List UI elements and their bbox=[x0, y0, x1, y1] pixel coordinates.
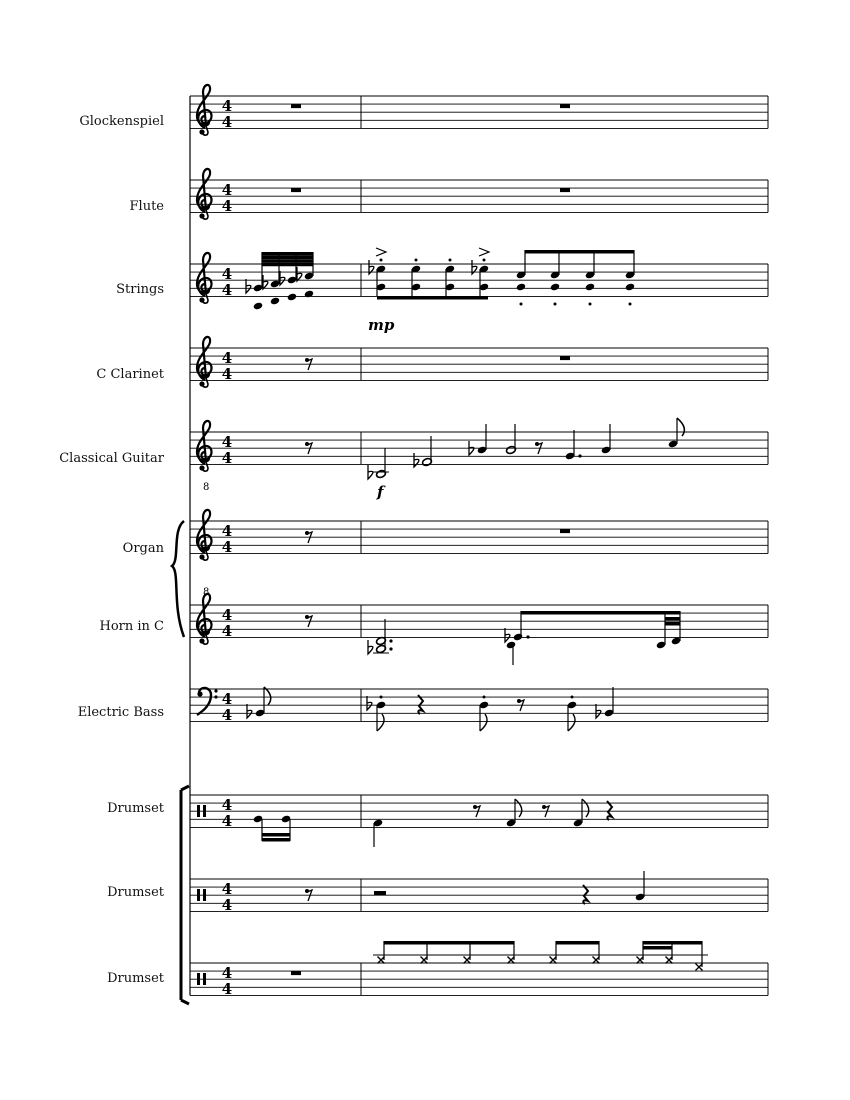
whole-rest bbox=[560, 529, 570, 533]
time-signature-numerator: 4 bbox=[221, 690, 233, 708]
staccato bbox=[571, 696, 574, 699]
whole-rest bbox=[291, 971, 301, 975]
label-drumset-3: Drumset bbox=[107, 971, 164, 986]
notehead bbox=[287, 293, 297, 302]
dot bbox=[389, 639, 392, 642]
percussion-clef-icon bbox=[197, 889, 200, 901]
notehead bbox=[550, 283, 560, 292]
flat-icon bbox=[469, 441, 474, 455]
beam bbox=[262, 833, 290, 837]
staccato bbox=[380, 696, 383, 699]
time-signature-denominator: 4 bbox=[221, 980, 233, 998]
beam bbox=[525, 250, 634, 254]
treble-clef-icon bbox=[197, 169, 212, 219]
time-signature-numerator: 4 bbox=[221, 181, 233, 199]
notehead bbox=[516, 283, 526, 292]
treble-clef-icon bbox=[197, 510, 212, 560]
time-signature-denominator: 4 bbox=[221, 197, 233, 215]
beam bbox=[384, 941, 514, 945]
brace-icon bbox=[172, 521, 184, 637]
label-electric-bass: Electric Bass bbox=[77, 705, 164, 720]
flag bbox=[582, 799, 589, 817]
staccato bbox=[554, 303, 557, 306]
notehead bbox=[253, 302, 263, 311]
flag bbox=[515, 799, 522, 817]
flat-icon bbox=[368, 640, 373, 654]
whole-rest bbox=[560, 356, 570, 360]
time-signature-denominator: 4 bbox=[221, 538, 233, 556]
time-signature-numerator: 4 bbox=[221, 349, 233, 367]
time-signature-numerator: 4 bbox=[221, 964, 233, 982]
beam bbox=[262, 838, 290, 842]
beam bbox=[521, 611, 680, 615]
flat-icon bbox=[246, 279, 251, 293]
time-signature-denominator: 4 bbox=[221, 365, 233, 383]
label-drumset-1: Drumset bbox=[107, 801, 164, 816]
flag bbox=[480, 714, 487, 731]
notehead bbox=[513, 633, 523, 642]
quarter-rest bbox=[418, 695, 423, 714]
label-c-clarinet: C Clarinet bbox=[96, 367, 164, 382]
time-signature-denominator: 4 bbox=[221, 281, 233, 299]
time-signature-numerator: 4 bbox=[221, 522, 233, 540]
dot bbox=[578, 454, 581, 457]
flat-icon bbox=[596, 704, 601, 718]
dot bbox=[389, 647, 392, 650]
accent-icon bbox=[479, 248, 489, 256]
staccato bbox=[629, 303, 632, 306]
label-flute: Flute bbox=[129, 199, 164, 214]
staccato bbox=[483, 259, 486, 262]
flat-icon bbox=[247, 704, 252, 718]
flat-icon bbox=[505, 628, 510, 642]
notehead bbox=[625, 283, 635, 292]
flat-icon bbox=[367, 696, 372, 710]
staccato bbox=[589, 303, 592, 306]
time-signature-numerator: 4 bbox=[221, 606, 233, 624]
dynamic-mp: mp bbox=[368, 316, 395, 334]
notehead bbox=[506, 641, 516, 650]
flat-icon bbox=[297, 267, 302, 281]
time-signature-denominator: 4 bbox=[221, 622, 233, 640]
whole-rest bbox=[291, 188, 301, 192]
label-classical-guitar: Classical Guitar bbox=[59, 451, 164, 466]
notehead bbox=[270, 297, 280, 306]
time-signature-denominator: 4 bbox=[221, 449, 233, 467]
octave-mark: 8 bbox=[203, 587, 210, 598]
time-signature-numerator: 4 bbox=[221, 796, 233, 814]
accent-icon bbox=[376, 248, 386, 256]
beam bbox=[377, 296, 488, 300]
time-signature-numerator: 4 bbox=[221, 97, 233, 115]
time-signature-denominator: 4 bbox=[221, 896, 233, 914]
beam bbox=[665, 622, 680, 626]
notehead bbox=[585, 283, 595, 292]
quarter-rest bbox=[583, 885, 588, 904]
half-rest bbox=[374, 891, 386, 895]
staccato bbox=[520, 303, 523, 306]
beam bbox=[665, 617, 680, 621]
staccato bbox=[483, 696, 486, 699]
label-glockenspiel: Glockenspiel bbox=[79, 114, 164, 129]
treble-clef-icon bbox=[197, 85, 212, 135]
bass-clef-icon bbox=[197, 688, 218, 715]
time-signature-denominator: 4 bbox=[221, 812, 233, 830]
label-horn-in-c: Horn in C bbox=[99, 619, 164, 634]
time-signature-numerator: 4 bbox=[221, 880, 233, 898]
octave-mark: 8 bbox=[203, 482, 210, 493]
time-signature-denominator: 4 bbox=[221, 706, 233, 724]
treble-clef-icon bbox=[197, 594, 212, 644]
flat-icon bbox=[263, 275, 268, 289]
treble-clef-icon bbox=[197, 337, 212, 387]
staccato bbox=[449, 259, 452, 262]
whole-rest bbox=[560, 104, 570, 108]
quarter-rest bbox=[607, 801, 612, 820]
whole-rest bbox=[560, 188, 570, 192]
treble-clef-icon bbox=[197, 421, 212, 471]
flat-icon bbox=[280, 271, 285, 285]
beam bbox=[556, 941, 599, 945]
label-organ: Organ bbox=[122, 541, 164, 556]
flat-icon bbox=[368, 465, 373, 479]
label-strings: Strings bbox=[116, 282, 164, 297]
label-drumset-2: Drumset bbox=[107, 885, 164, 900]
beam bbox=[643, 946, 672, 950]
flag bbox=[677, 418, 684, 436]
dot bbox=[526, 635, 529, 638]
beam bbox=[262, 256, 313, 260]
percussion-clef-icon bbox=[197, 805, 200, 817]
beam bbox=[262, 263, 313, 267]
time-signature-numerator: 4 bbox=[221, 265, 233, 283]
flat-icon bbox=[414, 453, 419, 467]
dynamic-f: f bbox=[377, 483, 384, 501]
beam bbox=[262, 252, 313, 256]
bracket-icon bbox=[181, 786, 189, 1004]
flag bbox=[377, 714, 384, 731]
percussion-clef-icon bbox=[197, 973, 200, 985]
staccato bbox=[415, 259, 418, 262]
whole-rest bbox=[291, 104, 301, 108]
staccato bbox=[380, 259, 383, 262]
beam bbox=[643, 941, 702, 945]
time-signature-numerator: 4 bbox=[221, 433, 233, 451]
flag bbox=[264, 687, 271, 705]
beam bbox=[262, 259, 313, 263]
time-signature-denominator: 4 bbox=[221, 113, 233, 131]
notehead bbox=[304, 290, 314, 299]
treble-clef-icon bbox=[197, 253, 212, 303]
flag bbox=[568, 714, 575, 731]
